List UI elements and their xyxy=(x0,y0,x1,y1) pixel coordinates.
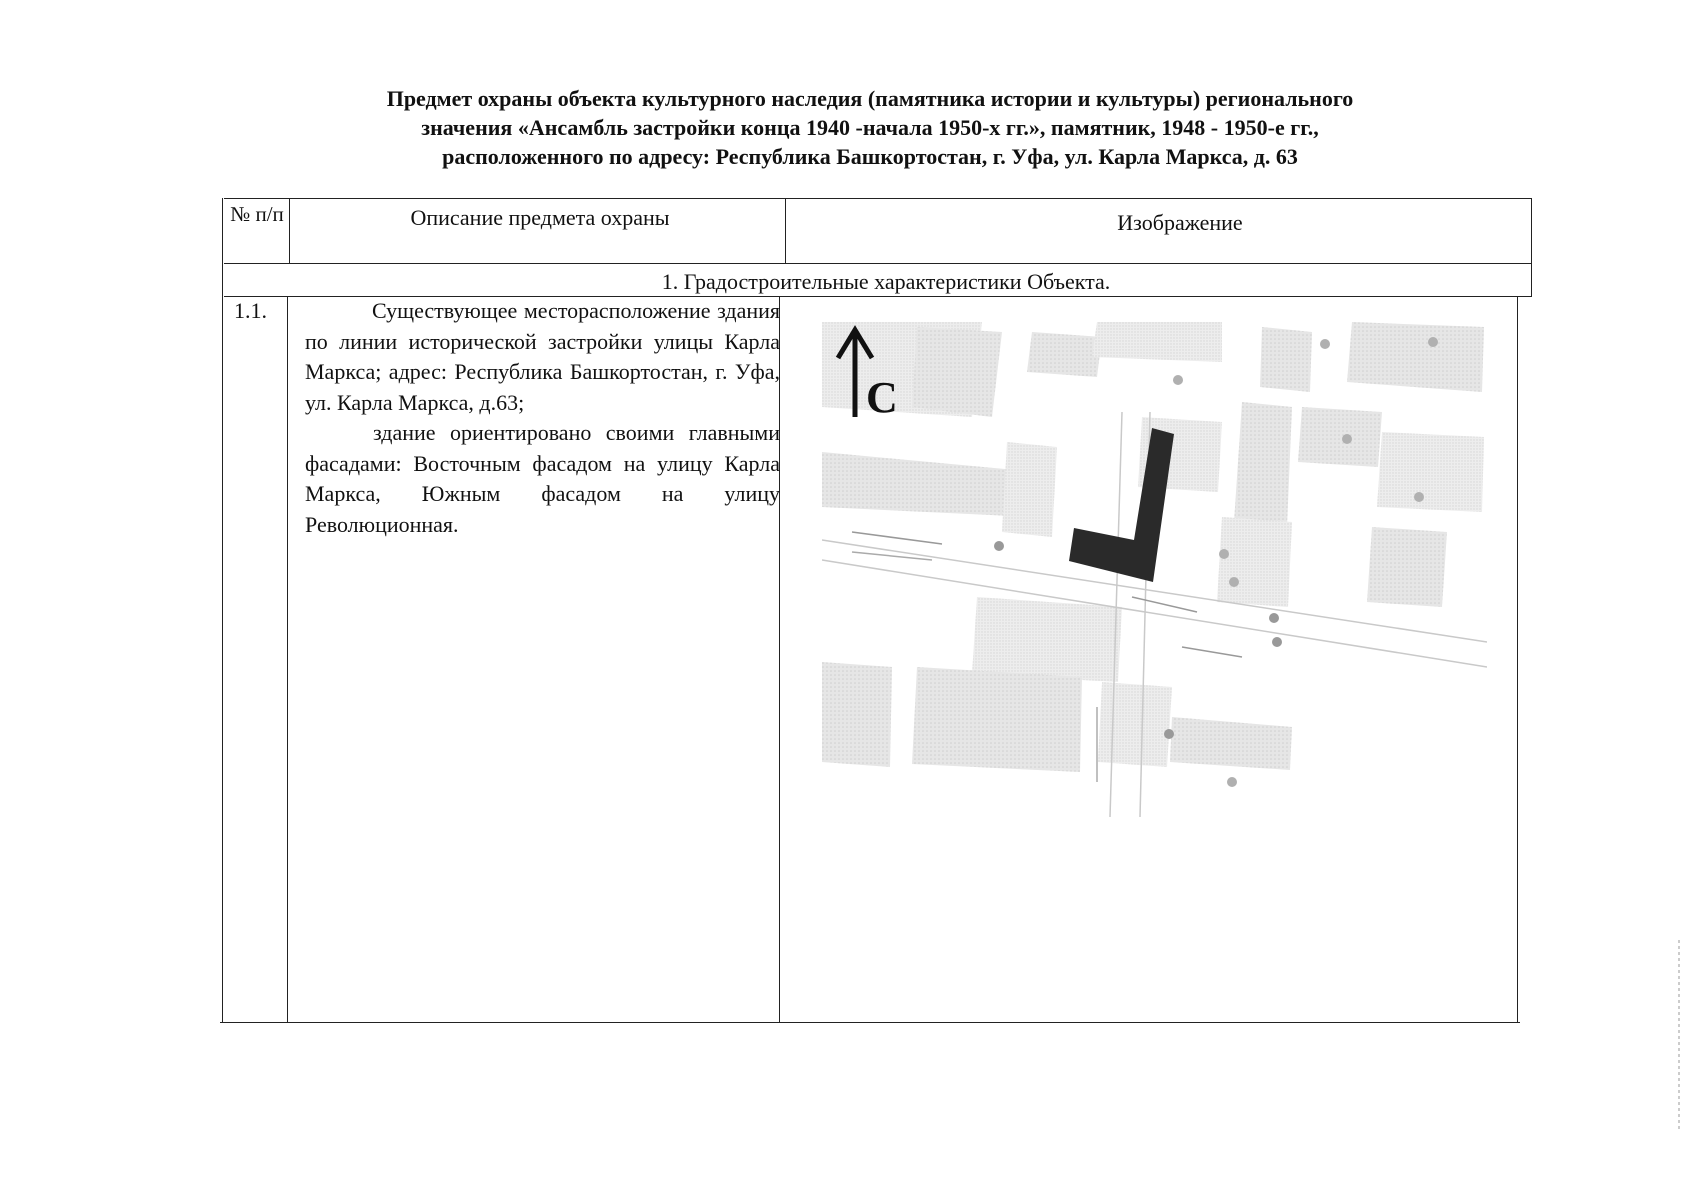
description-paragraph-2: здание ориентировано своими главными фасадами: Восточным фасадом на улицу Карла Маркса, Южным фасадом на улицу Революционная. xyxy=(305,420,780,537)
north-label: С xyxy=(866,373,898,422)
document-title xyxy=(240,84,1500,171)
description-paragraph-1: Существующее месторасположение здания по линии исторической застройки улицы Карла Маркса; адрес: Республика Башкортостан, г. Уфа, ул. Карла Маркса, д.63; xyxy=(305,298,780,415)
title-line-2: значения «Ансамбль застройки конца 1940 -начала 1950-х гг.», памятник, 1948 - 1950-е гг., xyxy=(421,115,1319,140)
header-bottom-border xyxy=(224,263,1532,264)
header-number: № п/п xyxy=(230,202,284,226)
table-border-bottom xyxy=(220,1022,1520,1023)
row-number: 1.1. xyxy=(234,298,267,323)
site-map xyxy=(822,322,1487,817)
header-description: Описание предмета охраны xyxy=(410,205,670,230)
col-divider-desc xyxy=(785,198,786,264)
table-border-top xyxy=(224,198,1532,199)
title-line-1: Предмет охраны объекта культурного наследия (памятника истории и культуры) регионального xyxy=(386,86,1354,111)
scan-edge-mark xyxy=(1678,940,1680,1130)
row-description xyxy=(305,296,780,540)
section-title: 1. Градостроительные характеристики Объекта. xyxy=(661,269,1111,294)
table-border-left xyxy=(222,198,223,1023)
col-divider-num xyxy=(289,198,290,264)
header-image: Изображение xyxy=(1117,210,1243,235)
title-line-3: расположенного по адресу: Республика Башкортостан, г. Уфа, ул. Карла Маркса, д. 63 xyxy=(442,144,1298,169)
table-border-right-body xyxy=(1517,296,1518,1023)
col-divider-num-body xyxy=(287,296,288,1023)
